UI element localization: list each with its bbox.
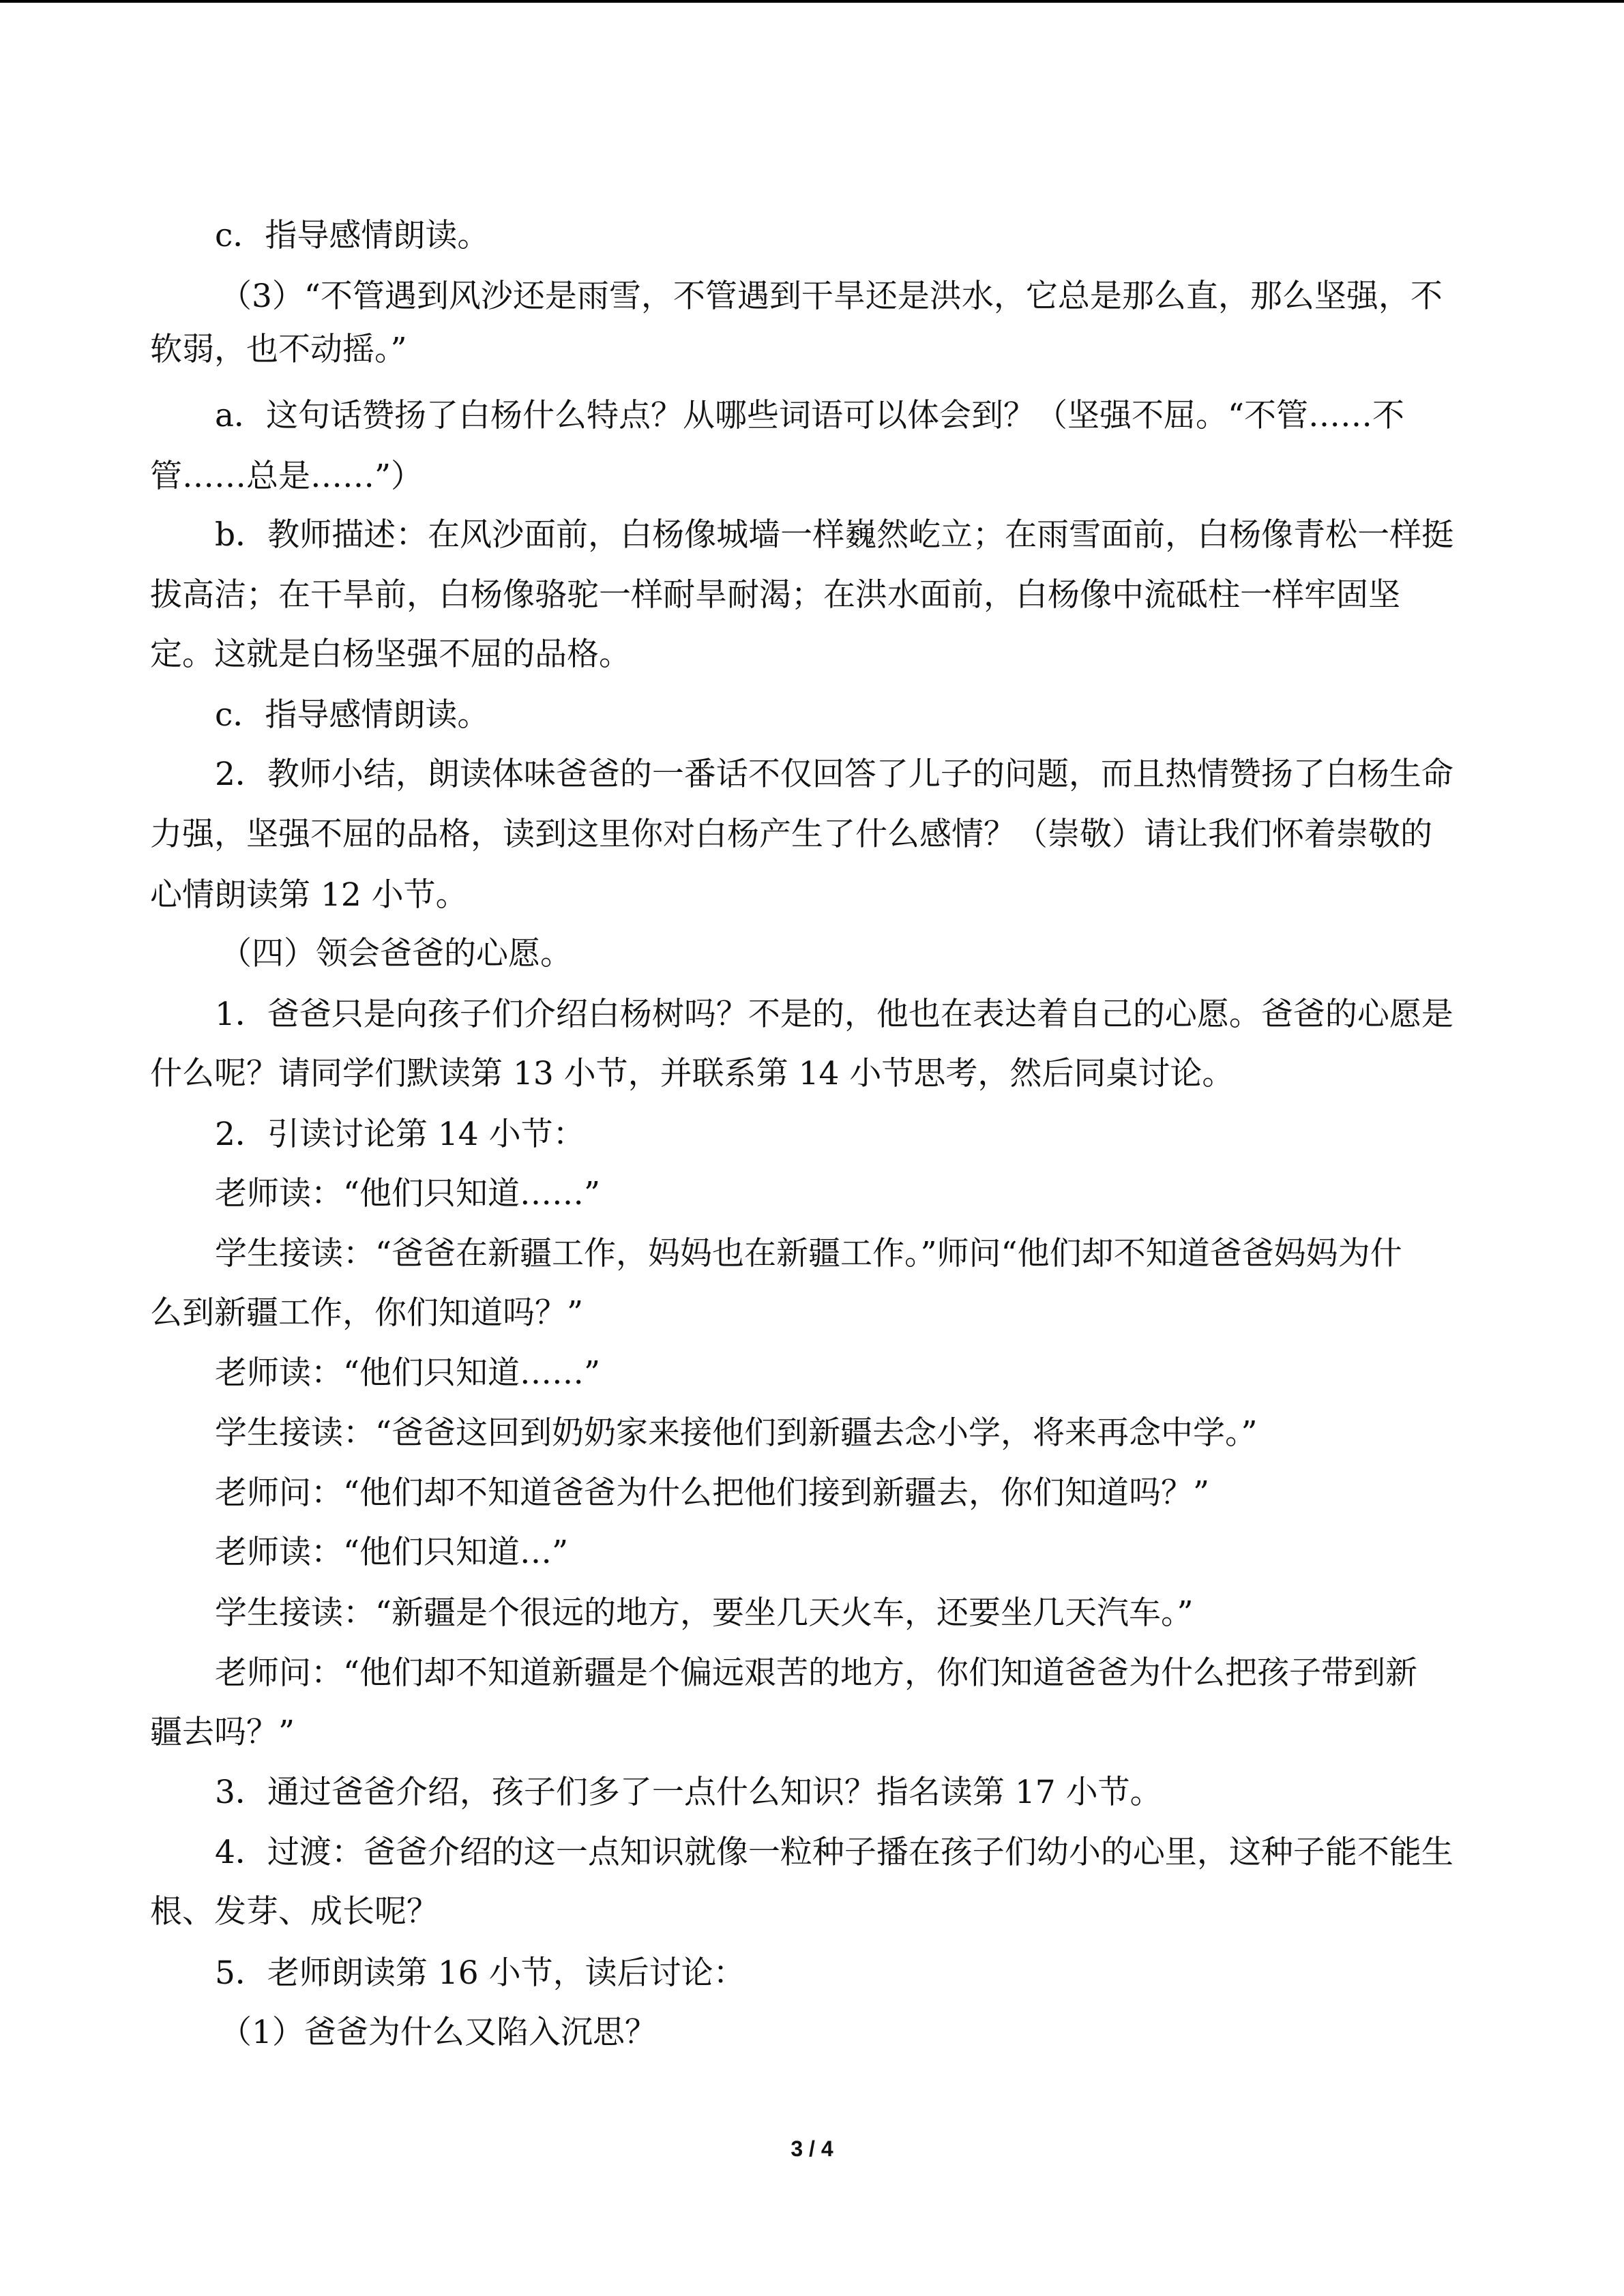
text-line: 根、发芽、成长呢？	[150, 1893, 439, 1930]
text-line: a．这句话赞扬了白杨什么特点？从哪些词语可以体会到？（坚强不屈。“不管……不	[215, 397, 1405, 434]
text-line: 什么呢？请同学们默读第 13 小节，并联系第 14 小节思考，然后同桌讨论。	[150, 1055, 1235, 1092]
text-line: 力强，坚强不屈的品格，读到这里你对白杨产生了什么感情？（崇敬）请让我们怀着崇敬的	[150, 816, 1432, 853]
text-line: 定。这就是白杨坚强不屈的品格。	[150, 636, 631, 673]
text-line: 心情朗读第 12 小节。	[150, 876, 468, 914]
text-line: 老师读：“他们只知道……”	[215, 1175, 601, 1212]
text-line: 老师读：“他们只知道……”	[215, 1354, 601, 1392]
text-line: （1）爸爸为什么又陷入沉思？	[220, 2014, 657, 2051]
text-line: 3．通过爸爸介绍，孩子们多了一点什么知识？指名读第 17 小节。	[215, 1774, 1162, 1811]
text-line: 么到新疆工作，你们知道吗？”	[150, 1294, 584, 1332]
text-line: 软弱，也不动摇。”	[150, 331, 407, 368]
text-line: c．指导感情朗读。	[215, 696, 490, 734]
text-line: 老师问：“他们却不知道爸爸为什么把他们接到新疆去，你们知道吗？”	[215, 1474, 1210, 1512]
page-number: 3 / 4	[791, 2136, 833, 2161]
text-line: （3）“不管遇到风沙还是雨雪，不管遇到干旱还是洪水，它总是那么直，那么坚强，不	[220, 278, 1443, 315]
text-line: b．教师描述：在风沙面前，白杨像城墙一样巍然屹立；在雨雪面前，白杨像青松一样挺	[215, 516, 1454, 554]
text-line: 老师读：“他们只知道…”	[215, 1534, 569, 1571]
text-line: 学生接读：“新疆是个很远的地方，要坐几天火车，还要坐几天汽车。”	[215, 1594, 1194, 1632]
text-line: 1．爸爸只是向孩子们介绍白杨树吗？不是的，他也在表达着自己的心愿。爸爸的心愿是	[215, 996, 1453, 1033]
text-line: 管……总是……”）	[150, 458, 424, 495]
text-line: 老师问：“他们却不知道新疆是个偏远艰苦的地方，你们知道爸爸为什么把孩子带到新	[215, 1654, 1418, 1692]
text-line: （四）领会爸爸的心愿。	[220, 935, 572, 972]
text-line: 拔高洁；在干旱前，白杨像骆驼一样耐旱耐渴；在洪水面前，白杨像中流砥柱一样牢固坚	[150, 576, 1400, 614]
text-line: 4．过渡：爸爸介绍的这一点知识就像一粒种子播在孩子们幼小的心里，这种子能不能生	[215, 1834, 1453, 1871]
text-line: c．指导感情朗读。	[215, 217, 490, 254]
text-line: 2．引读讨论第 14 小节：	[215, 1116, 585, 1153]
top-border-line	[0, 0, 1624, 3]
text-line: 疆去吗？”	[150, 1714, 295, 1751]
text-line: 5．老师朗读第 16 小节，读后讨论：	[215, 1954, 745, 1992]
text-line: 学生接读：“爸爸这回到奶奶家来接他们到新疆去念小学，将来再念中学。”	[215, 1414, 1258, 1452]
text-line: 学生接读：“爸爸在新疆工作，妈妈也在新疆工作。”师问“他们却不知道爸爸妈妈为什	[215, 1235, 1402, 1272]
text-line: 2．教师小结，朗读体味爸爸的一番话不仅回答了儿子的问题，而且热情赞扬了白杨生命	[215, 756, 1453, 793]
